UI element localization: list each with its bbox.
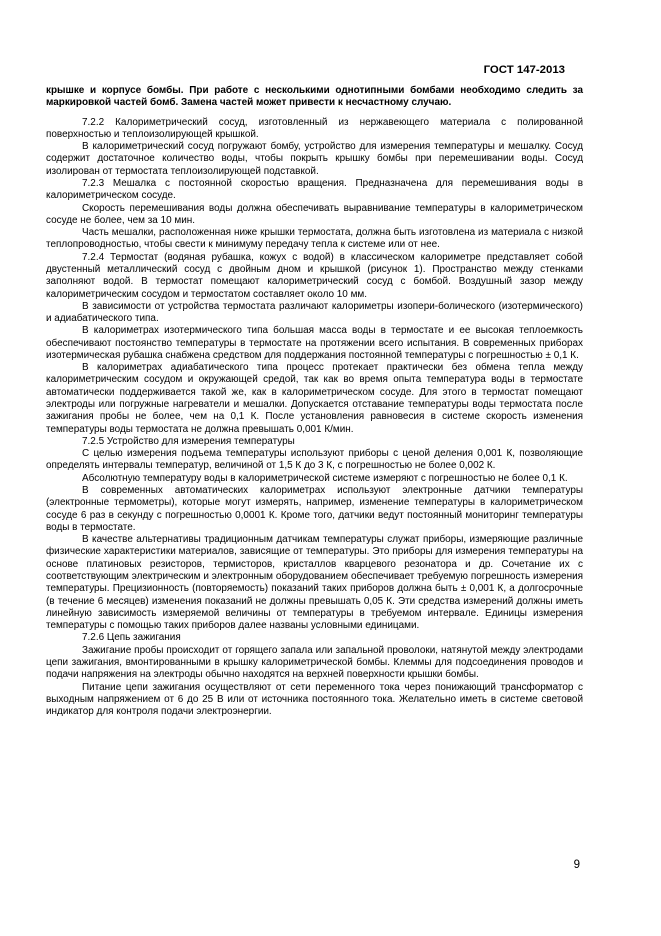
paragraph: Абсолютную температуру воды в калориметрической системе измеряют с погрешностью не более 0,1 К. — [82, 472, 568, 484]
paragraph: Часть мешалки, расположенная ниже крышки термостата, должна быть изготовлена из материала с низкой теплопроводностью, чтобы свести к минимуму передачу тепла к системе или от нее. — [46, 227, 583, 251]
paragraph: В зависимости от устройства термостата различают калориметры изопери-болического (изотермического) и адиабатического типа. — [46, 300, 583, 325]
body-text — [46, 85, 583, 718]
clause-7-2-6-heading: 7.2.6 Цепь зажигания — [82, 632, 181, 644]
page-number: 9 — [573, 859, 580, 871]
paragraph: В калориметрах адиабатического типа процесс протекает практически без обмена тепла между калориметрическим сосудом и окружающей средой, так как во время опыта температура воды в термостате автоматически поддерживается такой же, как в калориметрическом сосуде. Для этого в термостат помещают электроды или погружные нагреватели и мешалки. Допускается отставание температуры воды термостата после зажигания пробы не более, чем на 0,1 К. После установления равновесия в системе скорость изменения температуры воды термостата не должна превышать 0,001 К/мин. — [46, 362, 583, 435]
paragraph: Питание цепи зажигания осуществляют от сети переменного тока через понижающий трансформатор с выходным напряжением от 6 до 25 В или от источника постоянного тока. Желательно иметь в системе световой индикатор для контроля подачи электроэнергии. — [46, 681, 583, 718]
clause-7-2-4: 7.2.4 Термостат (водяная рубашка, кожух с водой) в классическом калориметре представляет собой двустенный металлический сосуд с двойным дном и крышкой (рисунок 1). Пространство между стенками заполняют водой. В термостат помещают калориметрический сосуд с бомбой. Воздушный зазор между калориметрическим сосудом и термостатом составляет около 10 мм. — [46, 251, 583, 300]
document-code: ГОСТ 147-2013 — [483, 64, 565, 76]
paragraph: Зажигание пробы происходит от горящего запала или запальной проволоки, натянутой между электродами цепи зажигания, вмонтированными в крышку калориметрической бомбы. Клеммы для подсоединения проводов и подачи напряжения на электроды обычно находятся на верхней поверхности крышки бомбы. — [46, 644, 583, 681]
paragraph: В калориметрах изотермического типа большая масса воды в термостате и ее высокая теплоемкость обеспечивают постоянство температуры в термостате на протяжении всего испытания. В современных приборах изотермическая рубашка снабжена средством для поддержания постоянной температуры с погрешностью ± 0,1 К. — [46, 325, 583, 361]
paragraph: В качестве альтернативы традиционным датчикам температуры служат приборы, измеряющие различные физические характеристики материалов, зависящие от температуры. Это приборы для измерения температуры на основе платиновых резисторов, термисторов, кристаллов кварцевого резонатора и др. Сочетание их с соответствующим электрическим и электронным оборудованием обеспечивает требуемую погрешность измерения температуры. Прецизионность (повторяемость) показаний таких приборов должна быть ± 0,001 К, а долгосрочные (в течение 6 месяцев) изменения показаний не должны превышать 0,05 К. Эти средства измерений должны иметь линейную зависимость измеряемой величины от температуры в требуемом интервале. Единицы измерения температуры с помощью таких приборов далее названы условными единицами. — [46, 534, 583, 632]
paragraph: В современных автоматических калориметрах используют электронные датчики температуры (электронные термометры), которые могут измерять, например, изменение температуры в калориметрическом сосуде 6 раз в секунду с погрешностью 0,0001 К. Кроме того, датчики ведут постоянный мониторинг температуры воды в термостате. — [46, 485, 583, 533]
warning-continuation: крышке и корпусе бомбы. При работе с несколькими однотипными бомбами необходимо следить за маркировкой частей бомб. Замена частей может привести к несчастному случаю. — [46, 85, 583, 109]
paragraph: С целью измерения подъема температуры используют приборы с ценой деления 0,001 К, позволяющие определять интервалы температур, величиной от 1,5 К до 3 К, с погрешностью не более 0,002 К. — [46, 448, 583, 472]
clause-7-2-5-heading: 7.2.5 Устройство для измерения температуры — [82, 435, 295, 447]
clause-7-2-2: 7.2.2 Калориметрический сосуд, изготовленный из нержавеющего материала с полированной поверхностью и теплоизолирующей крышкой. — [46, 116, 583, 140]
paragraph: Скорость перемешивания воды должна обеспечивать выравнивание температуры в калориметрическом сосуде не более, чем за 10 мин. — [46, 202, 583, 226]
paragraph: В калориметрический сосуд погружают бомбу, устройство для измерения температуры и мешалку. Сосуд содержит достаточное количество воды, чтобы покрыть крышку бомбы при перемешивании воды. Сосуд изолирован от термостата теплоизолирующей подставкой. — [46, 141, 583, 177]
clause-7-2-3: 7.2.3 Мешалка с постоянной скоростью вращения. Предназначена для перемешивания воды в калориметрическом сосуде. — [46, 177, 583, 202]
